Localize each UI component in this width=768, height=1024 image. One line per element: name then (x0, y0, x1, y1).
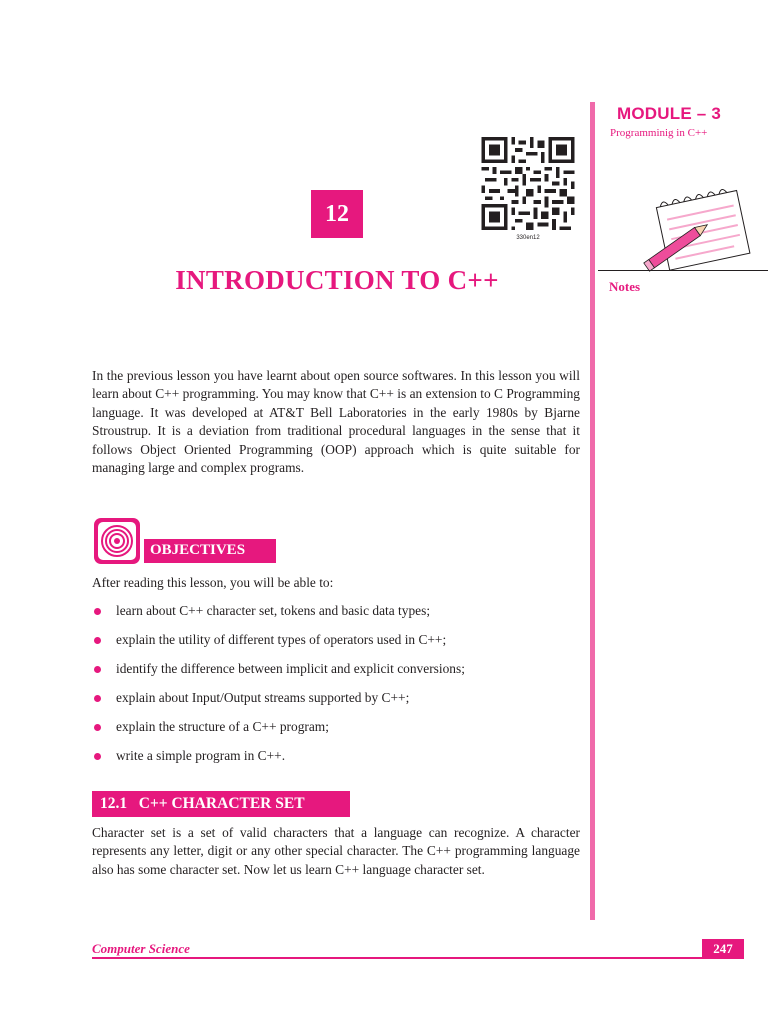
module-title: MODULE – 3 (617, 104, 722, 123)
qr-code-label: 330en12 (516, 235, 540, 241)
page-number: 247 (702, 939, 744, 959)
chapter-number: 12 (311, 190, 363, 238)
bullet-icon (94, 695, 101, 702)
notes-rule (598, 270, 768, 271)
notepad-pencil-icon (640, 185, 758, 275)
footer-rule (92, 957, 744, 959)
bullet-icon (94, 724, 101, 731)
sidebar-rule (590, 102, 595, 920)
bullet-icon (94, 753, 101, 760)
bullet-icon (94, 637, 101, 644)
qr-code-icon (479, 137, 577, 230)
list-item: write a simple program in C++. (92, 748, 465, 777)
list-item: identify the difference between implicit and explicit conversions; (92, 661, 465, 690)
list-item: explain the utility of different types of operators used in C++; (92, 632, 465, 661)
list-item: learn about C++ character set, tokens and basic data types; (92, 603, 465, 632)
notes-label: Notes (609, 279, 641, 294)
objectives-intro: After reading this lesson, you will be able to: (92, 575, 334, 590)
footer-subject: Computer Science (92, 941, 190, 956)
charset-paragraph: Character set is a set of valid characters that a language can recognize. A character represents any letter, digit or any other special character. The C++ programming language also has some character set. Now let us learn C++ language character set. (92, 825, 580, 877)
objectives-list (92, 603, 465, 777)
bullet-icon (94, 608, 101, 615)
module-subtitle: Programminig in C++ (610, 127, 708, 139)
chapter-title: INTRODUCTION TO C++ (175, 265, 499, 295)
target-icon (93, 517, 141, 565)
list-item: explain the structure of a C++ program; (92, 719, 465, 748)
objectives-heading: OBJECTIVES (144, 539, 276, 563)
list-item: explain about Input/Output streams supported by C++; (92, 690, 465, 719)
intro-paragraph: In the previous lesson you have learnt about open source softwares. In this lesson you will learn about C++ programming. You may know that C++ is an extension to C Programming language. It was developed at AT&T Bell Laboratories in the early 1980s by Bjarne Stroustrup. It is a deviation from traditional procedural languages in the sense that it follows Object Oriented Programming (OOP) approach which is quite suitable for managing large and complex programs. (92, 368, 580, 476)
section-heading: 12.1 C++ CHARACTER SET (92, 791, 350, 817)
bullet-icon (94, 666, 101, 673)
